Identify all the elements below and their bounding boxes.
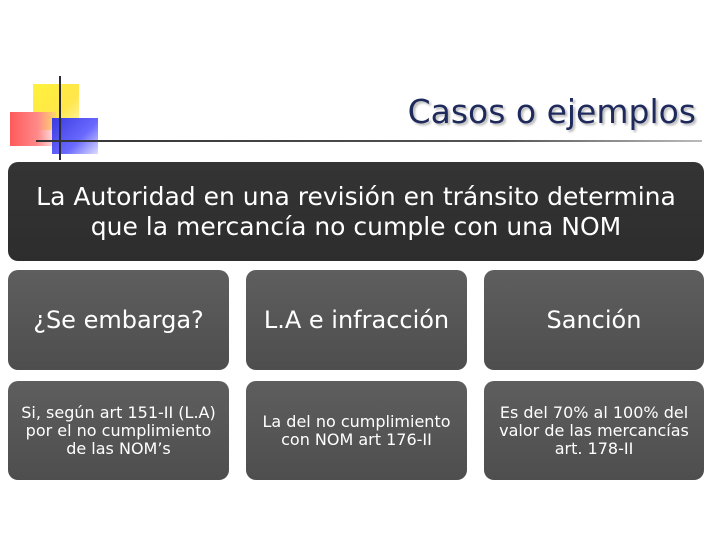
heading-box-embargo bbox=[8, 270, 229, 370]
detail-box-infraccion bbox=[246, 381, 467, 480]
heading-text-embargo: ¿Se embarga? bbox=[33, 306, 204, 334]
heading-text-sancion: Sanción bbox=[546, 306, 642, 334]
heading-box-infraccion bbox=[246, 270, 467, 370]
slide-title: Casos o ejemplos bbox=[407, 92, 696, 131]
header-text: La Autoridad en una revisión en tránsito determina que la mercancía no cumple con una NOM bbox=[36, 181, 676, 241]
heading-box-sancion bbox=[484, 270, 704, 370]
detail-box-sancion bbox=[484, 381, 704, 480]
title-underline bbox=[36, 140, 702, 142]
heading-text-infraccion: L.A e infracción bbox=[263, 306, 450, 334]
header-box bbox=[8, 162, 704, 261]
decorative-vertical-line bbox=[59, 76, 61, 160]
detail-text-sancion: Es del 70% al 100% del valor de las mercancías art. 178-II bbox=[499, 402, 689, 458]
detail-text-embargo: Si, según art 151-II (L.A) por el no cumplimiento de las NOM’s bbox=[21, 402, 216, 458]
detail-box-embargo bbox=[8, 381, 229, 480]
detail-text-infraccion: La del no cumplimiento con NOM art 176-II bbox=[262, 411, 451, 449]
